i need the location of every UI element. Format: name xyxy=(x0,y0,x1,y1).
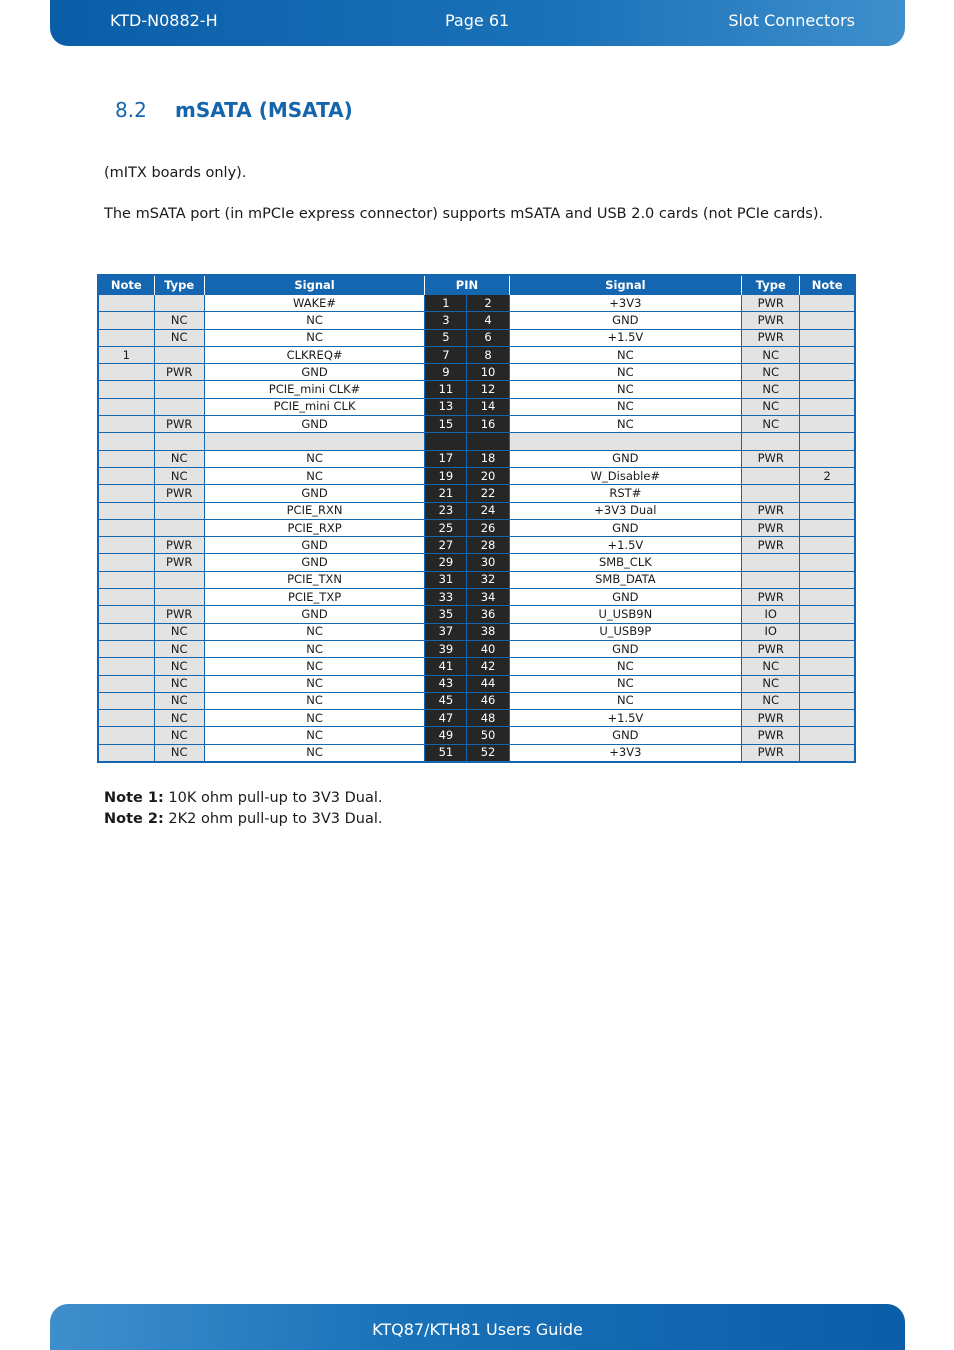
cell-pin-right: 42 xyxy=(467,658,509,675)
cell-type-right xyxy=(742,467,800,484)
cell-type-right: PWR xyxy=(742,312,800,329)
cell-signal-right: GND xyxy=(509,450,742,467)
cell-note-left xyxy=(98,727,154,744)
cell-signal-left: PCIE_RXN xyxy=(204,502,425,519)
table-row xyxy=(98,571,855,588)
cell-type-right xyxy=(742,571,800,588)
cell-note-left: 1 xyxy=(98,346,154,363)
header-type-right: Type xyxy=(742,275,800,295)
table-row xyxy=(98,467,855,484)
cell-type-left: PWR xyxy=(154,364,204,381)
note-1-label: Note 1: xyxy=(104,790,164,806)
cell-signal-left: PCIE_mini CLK xyxy=(204,398,425,415)
cell-signal-right: GND xyxy=(509,312,742,329)
notes-block xyxy=(104,788,383,830)
cell-pin-left xyxy=(425,433,467,450)
table-row xyxy=(98,658,855,675)
cell-type-right: PWR xyxy=(742,710,800,727)
table-row xyxy=(98,710,855,727)
cell-note-right xyxy=(800,675,855,692)
cell-signal-left: CLKREQ# xyxy=(204,346,425,363)
table-row xyxy=(98,398,855,415)
cell-pin-right: 26 xyxy=(467,519,509,536)
cell-type-left xyxy=(154,519,204,536)
cell-pin-right: 4 xyxy=(467,312,509,329)
cell-signal-right: GND xyxy=(509,640,742,657)
cell-pin-right: 30 xyxy=(467,554,509,571)
cell-signal-left: NC xyxy=(204,312,425,329)
cell-note-right xyxy=(800,640,855,657)
cell-signal-right: +1.5V xyxy=(509,710,742,727)
cell-type-left xyxy=(154,589,204,606)
cell-type-right: PWR xyxy=(742,537,800,554)
page-header xyxy=(50,0,905,46)
note-1 xyxy=(104,788,383,809)
cell-signal-right: NC xyxy=(509,346,742,363)
table-row xyxy=(98,589,855,606)
cell-signal-left: NC xyxy=(204,675,425,692)
cell-type-right: PWR xyxy=(742,502,800,519)
table-row xyxy=(98,329,855,346)
cell-signal-right: GND xyxy=(509,727,742,744)
cell-signal-right: GND xyxy=(509,589,742,606)
cell-pin-left: 43 xyxy=(425,675,467,692)
cell-note-left xyxy=(98,537,154,554)
cell-pin-right: 52 xyxy=(467,744,509,762)
cell-pin-right: 14 xyxy=(467,398,509,415)
cell-type-left xyxy=(154,381,204,398)
cell-pin-left: 37 xyxy=(425,623,467,640)
cell-pin-right: 8 xyxy=(467,346,509,363)
cell-pin-right: 10 xyxy=(467,364,509,381)
table-row xyxy=(98,606,855,623)
table-row xyxy=(98,312,855,329)
cell-signal-right: GND xyxy=(509,519,742,536)
cell-note-left xyxy=(98,623,154,640)
cell-type-right: PWR xyxy=(742,640,800,657)
cell-note-left xyxy=(98,312,154,329)
cell-note-left xyxy=(98,589,154,606)
cell-note-left xyxy=(98,398,154,415)
cell-type-right: NC xyxy=(742,692,800,709)
cell-note-right xyxy=(800,727,855,744)
section-name: Slot Connectors xyxy=(728,11,855,30)
table-row xyxy=(98,433,855,450)
table-header-row xyxy=(98,275,855,295)
cell-type-left: NC xyxy=(154,467,204,484)
cell-pin-right: 38 xyxy=(467,623,509,640)
cell-pin-left: 29 xyxy=(425,554,467,571)
cell-type-right: PWR xyxy=(742,329,800,346)
cell-pin-left: 15 xyxy=(425,416,467,433)
cell-pin-right: 50 xyxy=(467,727,509,744)
cell-pin-left: 45 xyxy=(425,692,467,709)
table-row xyxy=(98,364,855,381)
cell-pin-left: 33 xyxy=(425,589,467,606)
cell-signal-left: NC xyxy=(204,329,425,346)
cell-type-right: NC xyxy=(742,658,800,675)
header-type-left: Type xyxy=(154,275,204,295)
cell-note-right xyxy=(800,537,855,554)
cell-signal-right: U_USB9P xyxy=(509,623,742,640)
table-row xyxy=(98,346,855,363)
cell-note-left xyxy=(98,381,154,398)
cell-pin-left: 1 xyxy=(425,295,467,312)
cell-signal-left: NC xyxy=(204,467,425,484)
cell-pin-left: 49 xyxy=(425,727,467,744)
cell-note-left xyxy=(98,433,154,450)
cell-note-right xyxy=(800,502,855,519)
cell-type-left: NC xyxy=(154,710,204,727)
pinout-table xyxy=(97,274,856,763)
cell-type-left: PWR xyxy=(154,416,204,433)
cell-note-left xyxy=(98,606,154,623)
cell-signal-left: GND xyxy=(204,554,425,571)
table-row xyxy=(98,554,855,571)
cell-note-right xyxy=(800,710,855,727)
section-number: 8.2 xyxy=(115,98,147,122)
cell-note-right xyxy=(800,692,855,709)
cell-signal-left: GND xyxy=(204,416,425,433)
cell-note-left xyxy=(98,467,154,484)
cell-signal-left: NC xyxy=(204,692,425,709)
table-body xyxy=(98,295,855,763)
cell-type-right: NC xyxy=(742,416,800,433)
page-footer xyxy=(50,1304,905,1350)
cell-type-right: NC xyxy=(742,364,800,381)
cell-pin-left: 25 xyxy=(425,519,467,536)
page-number: Page 61 xyxy=(445,11,510,30)
cell-pin-right: 2 xyxy=(467,295,509,312)
cell-note-right xyxy=(800,485,855,502)
cell-pin-left: 35 xyxy=(425,606,467,623)
cell-type-right: IO xyxy=(742,606,800,623)
table-row xyxy=(98,692,855,709)
cell-type-left xyxy=(154,433,204,450)
cell-signal-left: WAKE# xyxy=(204,295,425,312)
cell-pin-right: 32 xyxy=(467,571,509,588)
cell-type-left: PWR xyxy=(154,537,204,554)
cell-pin-left: 27 xyxy=(425,537,467,554)
cell-signal-right: +1.5V xyxy=(509,329,742,346)
cell-type-right: NC xyxy=(742,381,800,398)
cell-pin-left: 3 xyxy=(425,312,467,329)
cell-type-right: PWR xyxy=(742,589,800,606)
cell-pin-left: 39 xyxy=(425,640,467,657)
cell-signal-left: NC xyxy=(204,727,425,744)
cell-note-right xyxy=(800,364,855,381)
cell-pin-right: 22 xyxy=(467,485,509,502)
cell-note-left xyxy=(98,554,154,571)
cell-type-right xyxy=(742,433,800,450)
cell-note-left xyxy=(98,710,154,727)
table-row xyxy=(98,450,855,467)
table-row xyxy=(98,675,855,692)
cell-signal-right: SMB_CLK xyxy=(509,554,742,571)
header-note-left: Note xyxy=(98,275,154,295)
cell-signal-right: +3V3 Dual xyxy=(509,502,742,519)
cell-type-left xyxy=(154,295,204,312)
cell-signal-right: RST# xyxy=(509,485,742,502)
cell-signal-right: SMB_DATA xyxy=(509,571,742,588)
header-note-right: Note xyxy=(800,275,855,295)
cell-note-right xyxy=(800,398,855,415)
cell-signal-left: PCIE_RXP xyxy=(204,519,425,536)
cell-type-left: PWR xyxy=(154,606,204,623)
header-pin: PIN xyxy=(425,275,509,295)
cell-note-right xyxy=(800,450,855,467)
table-row xyxy=(98,485,855,502)
cell-type-left xyxy=(154,398,204,415)
cell-pin-right: 46 xyxy=(467,692,509,709)
table-row xyxy=(98,640,855,657)
cell-signal-left xyxy=(204,433,425,450)
cell-signal-right: NC xyxy=(509,398,742,415)
cell-pin-right: 36 xyxy=(467,606,509,623)
cell-note-left xyxy=(98,416,154,433)
cell-type-left: PWR xyxy=(154,554,204,571)
cell-signal-left: GND xyxy=(204,485,425,502)
doc-id: KTD-N0882-H xyxy=(110,11,218,30)
cell-type-right: IO xyxy=(742,623,800,640)
cell-signal-left: GND xyxy=(204,606,425,623)
cell-note-right xyxy=(800,589,855,606)
cell-type-left: NC xyxy=(154,692,204,709)
note-2 xyxy=(104,809,383,830)
table-row xyxy=(98,537,855,554)
cell-type-right: PWR xyxy=(742,727,800,744)
cell-note-left xyxy=(98,295,154,312)
cell-pin-left: 11 xyxy=(425,381,467,398)
cell-signal-left: NC xyxy=(204,710,425,727)
cell-pin-right: 20 xyxy=(467,467,509,484)
cell-type-right xyxy=(742,554,800,571)
cell-note-left xyxy=(98,485,154,502)
cell-pin-right: 18 xyxy=(467,450,509,467)
section-heading xyxy=(115,98,353,122)
cell-note-right xyxy=(800,744,855,762)
table-row xyxy=(98,727,855,744)
cell-type-left: NC xyxy=(154,640,204,657)
cell-signal-left: NC xyxy=(204,640,425,657)
cell-type-right xyxy=(742,485,800,502)
cell-note-right xyxy=(800,381,855,398)
cell-signal-left: PCIE_TXP xyxy=(204,589,425,606)
cell-pin-right: 34 xyxy=(467,589,509,606)
note-2-text: 2K2 ohm pull-up to 3V3 Dual. xyxy=(163,811,383,827)
cell-type-left: NC xyxy=(154,658,204,675)
cell-type-right: PWR xyxy=(742,744,800,762)
cell-signal-left: NC xyxy=(204,450,425,467)
paragraph-boards: (mITX boards only). xyxy=(104,165,247,181)
cell-note-left xyxy=(98,450,154,467)
cell-signal-right: NC xyxy=(509,675,742,692)
cell-type-left: NC xyxy=(154,623,204,640)
table-row xyxy=(98,295,855,312)
cell-signal-right: NC xyxy=(509,381,742,398)
cell-signal-left: PCIE_mini CLK# xyxy=(204,381,425,398)
cell-pin-left: 51 xyxy=(425,744,467,762)
table-row xyxy=(98,416,855,433)
cell-type-left: NC xyxy=(154,744,204,762)
cell-pin-left: 19 xyxy=(425,467,467,484)
cell-pin-right: 16 xyxy=(467,416,509,433)
note-1-text: 10K ohm pull-up to 3V3 Dual. xyxy=(163,790,383,806)
cell-note-left xyxy=(98,519,154,536)
cell-type-right: PWR xyxy=(742,519,800,536)
cell-note-left xyxy=(98,502,154,519)
cell-type-left: NC xyxy=(154,312,204,329)
cell-type-right: PWR xyxy=(742,295,800,312)
cell-note-left xyxy=(98,658,154,675)
cell-pin-left: 5 xyxy=(425,329,467,346)
table-row xyxy=(98,519,855,536)
cell-note-left xyxy=(98,675,154,692)
cell-pin-left: 13 xyxy=(425,398,467,415)
cell-type-left: NC xyxy=(154,450,204,467)
table-row xyxy=(98,381,855,398)
cell-note-left xyxy=(98,640,154,657)
cell-type-right: NC xyxy=(742,675,800,692)
cell-note-right xyxy=(800,295,855,312)
cell-signal-right: NC xyxy=(509,658,742,675)
cell-pin-left: 7 xyxy=(425,346,467,363)
cell-type-left xyxy=(154,346,204,363)
cell-signal-right: +1.5V xyxy=(509,537,742,554)
header-signal-right: Signal xyxy=(509,275,742,295)
cell-note-right: 2 xyxy=(800,467,855,484)
cell-type-left: NC xyxy=(154,329,204,346)
cell-signal-left: GND xyxy=(204,537,425,554)
cell-pin-right: 40 xyxy=(467,640,509,657)
cell-pin-right: 48 xyxy=(467,710,509,727)
cell-type-left xyxy=(154,502,204,519)
cell-note-right xyxy=(800,606,855,623)
cell-type-left: NC xyxy=(154,675,204,692)
cell-type-left: PWR xyxy=(154,485,204,502)
cell-type-left: NC xyxy=(154,727,204,744)
cell-signal-right: NC xyxy=(509,416,742,433)
cell-signal-right: NC xyxy=(509,692,742,709)
section-title: mSATA (MSATA) xyxy=(175,98,353,122)
cell-note-left xyxy=(98,329,154,346)
cell-note-left xyxy=(98,364,154,381)
cell-signal-right: NC xyxy=(509,364,742,381)
cell-note-right xyxy=(800,346,855,363)
note-2-label: Note 2: xyxy=(104,811,164,827)
cell-note-right xyxy=(800,416,855,433)
cell-pin-right: 44 xyxy=(467,675,509,692)
cell-signal-right: W_Disable# xyxy=(509,467,742,484)
cell-signal-right xyxy=(509,433,742,450)
cell-pin-left: 47 xyxy=(425,710,467,727)
cell-note-right xyxy=(800,312,855,329)
cell-signal-left: NC xyxy=(204,623,425,640)
cell-pin-left: 31 xyxy=(425,571,467,588)
cell-note-right xyxy=(800,519,855,536)
cell-pin-right: 28 xyxy=(467,537,509,554)
header-signal-left: Signal xyxy=(204,275,425,295)
paragraph-description: The mSATA port (in mPCIe express connector) supports mSATA and USB 2.0 cards (not PCIe cards). xyxy=(104,206,824,222)
cell-type-left xyxy=(154,571,204,588)
cell-note-left xyxy=(98,571,154,588)
cell-type-right: PWR xyxy=(742,450,800,467)
cell-signal-left: NC xyxy=(204,744,425,762)
cell-signal-right: +3V3 xyxy=(509,295,742,312)
cell-pin-right: 6 xyxy=(467,329,509,346)
cell-note-right xyxy=(800,329,855,346)
cell-note-right xyxy=(800,571,855,588)
table-row xyxy=(98,744,855,762)
cell-signal-right: +3V3 xyxy=(509,744,742,762)
cell-pin-right xyxy=(467,433,509,450)
table-row xyxy=(98,623,855,640)
cell-note-left xyxy=(98,692,154,709)
cell-pin-right: 12 xyxy=(467,381,509,398)
cell-pin-left: 17 xyxy=(425,450,467,467)
cell-pin-left: 23 xyxy=(425,502,467,519)
cell-signal-left: GND xyxy=(204,364,425,381)
cell-type-right: NC xyxy=(742,346,800,363)
cell-note-left xyxy=(98,744,154,762)
cell-note-right xyxy=(800,554,855,571)
table-row xyxy=(98,502,855,519)
cell-note-right xyxy=(800,433,855,450)
cell-note-right xyxy=(800,623,855,640)
cell-pin-left: 41 xyxy=(425,658,467,675)
guide-title: KTQ87/KTH81 Users Guide xyxy=(372,1320,583,1339)
cell-signal-right: U_USB9N xyxy=(509,606,742,623)
cell-pin-left: 9 xyxy=(425,364,467,381)
cell-type-right: NC xyxy=(742,398,800,415)
cell-pin-right: 24 xyxy=(467,502,509,519)
cell-signal-left: NC xyxy=(204,658,425,675)
cell-signal-left: PCIE_TXN xyxy=(204,571,425,588)
cell-note-right xyxy=(800,658,855,675)
cell-pin-left: 21 xyxy=(425,485,467,502)
